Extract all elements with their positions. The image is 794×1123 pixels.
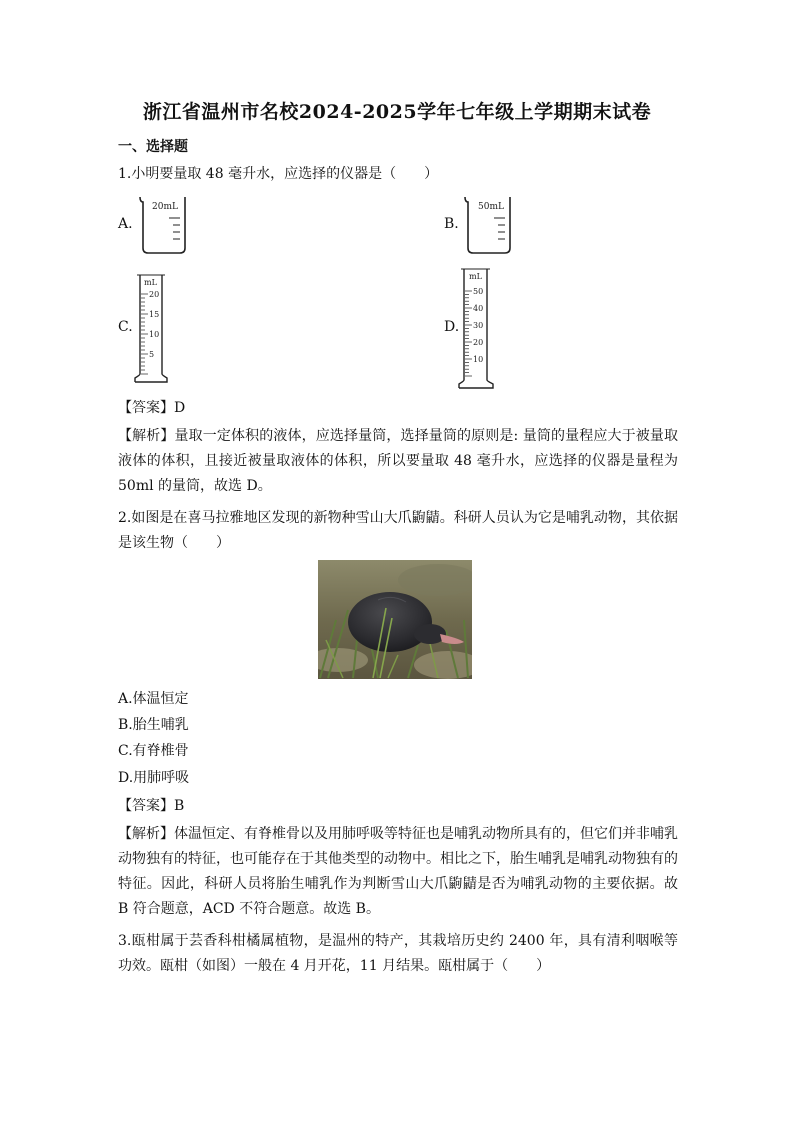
cylinder-unit: mL bbox=[144, 278, 157, 287]
tick-label: 10 bbox=[473, 355, 484, 364]
q1-analysis: 【解析】量取一定体积的液体，应选择量筒，选择量筒的原则是: 量筒的量程应大于被量取液体的体积，且接近被量取液体的体积，所以要量取 48 毫升水，应选择的仪器是量程为 50ml 的量筒，故选 D。 bbox=[118, 428, 678, 494]
q2-analysis: 【解析】体温恒定、有脊椎骨以及用肺呼吸等特征也是哺乳动物所具有的，但它们并非哺乳动物独有的特征，也可能存在于其他类型的动物中。相比之下，胎生哺乳是哺乳动物独有的特征。因此，科研人员将胎生哺乳作为判断雪山大爪鼩鼱是否为哺乳动物的主要依据。故 B 符合题意，ACD 不符合题意。故选 B。 bbox=[118, 826, 678, 917]
tick-label: 15 bbox=[149, 310, 160, 319]
q1-option-b-label: B. bbox=[444, 216, 459, 232]
q2-option-b: B.胎生哺乳 bbox=[118, 717, 189, 733]
q1-stem: 1.小明要量取 48 毫升水，应选择的仪器是（ ） bbox=[118, 166, 439, 182]
shrew-photo bbox=[318, 560, 472, 679]
q1-answer: 【答案】D bbox=[118, 400, 186, 416]
tick-label: 10 bbox=[149, 330, 160, 339]
q2-option-a: A.体温恒定 bbox=[118, 691, 189, 707]
beaker-marking: 20mL bbox=[152, 202, 178, 212]
section-heading: 一、选择题 bbox=[118, 139, 188, 155]
q2-option-c: C.有脊椎骨 bbox=[118, 743, 189, 759]
tick-label: 50 bbox=[473, 287, 484, 296]
cylinder-50ml-image bbox=[458, 266, 494, 390]
tick-label: 20 bbox=[473, 338, 484, 347]
page-title: 浙江省温州市名校2024-2025学年七年级上学期期末试卷 bbox=[142, 101, 652, 123]
tick-label: 30 bbox=[473, 321, 484, 330]
tick-label: 20 bbox=[149, 290, 160, 299]
beaker-50ml-image bbox=[461, 194, 515, 256]
beaker-marking: 50mL bbox=[478, 202, 504, 212]
q3-stem: 3.瓯柑属于芸香科柑橘属植物，是温州的特产，其栽培历史约 2400 年，具有清利咽喉等功效。瓯柑（如图）一般在 4 月开花，11 月结果。瓯柑属于（ ） bbox=[118, 933, 678, 974]
q1-option-d-label: D. bbox=[444, 319, 460, 335]
cylinder-20ml-image bbox=[134, 272, 168, 384]
cylinder-unit: mL bbox=[469, 272, 482, 281]
beaker-20ml-image bbox=[136, 194, 190, 256]
q2-answer: 【答案】B bbox=[118, 798, 185, 814]
q1-option-c-label: C. bbox=[118, 319, 133, 335]
tick-label: 5 bbox=[149, 350, 155, 359]
q2-stem: 2.如图是在喜马拉雅地区发现的新物种雪山大爪鼩鼱。科研人员认为它是哺乳动物，其依据是该生物（ ） bbox=[118, 510, 678, 551]
q1-option-a-label: A. bbox=[118, 216, 133, 232]
q2-option-d: D.用肺呼吸 bbox=[118, 770, 190, 786]
tick-label: 40 bbox=[473, 304, 484, 313]
